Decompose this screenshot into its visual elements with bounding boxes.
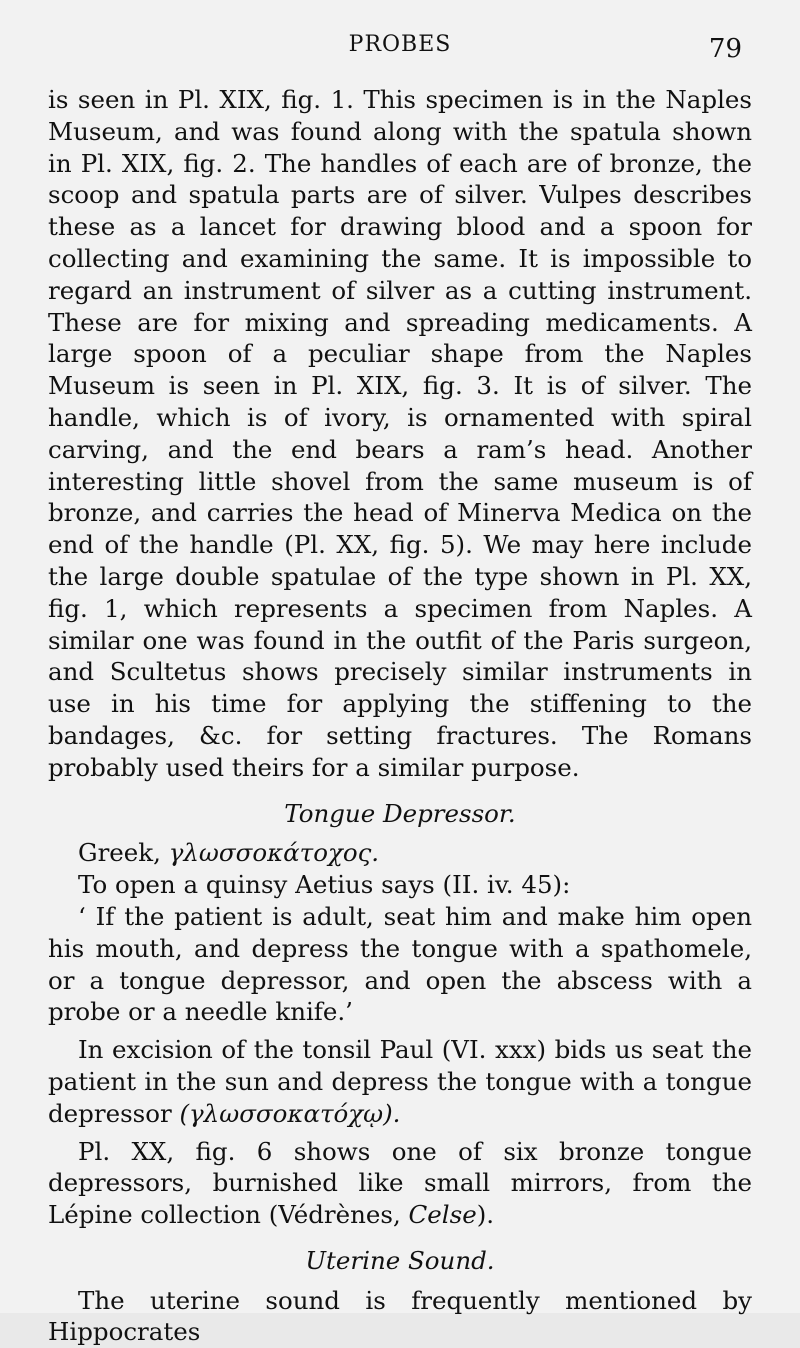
paragraph-aetius: To open a quinsy Aetius says (II. iv. 45):	[78, 870, 571, 900]
paragraph-uterine: The uterine sound is frequently mentioned by Hippocrates	[48, 1285, 752, 1347]
page-body	[48, 84, 752, 1348]
page-number: 79	[708, 34, 742, 64]
section-heading-tongue-depressor: Tongue Depressor.	[284, 798, 516, 828]
section-heading-uterine-sound: Uterine Sound.	[305, 1245, 495, 1275]
paragraph-lepine	[48, 1136, 752, 1231]
paragraph-paul-text: In excision of the tonsil Paul (VI. xxx) bids us seat the patient in the sun and depress the tongue with a tongue depressor	[48, 1035, 752, 1128]
quotation-aetius: ‘ If the patient is adult, seat him and make him open his mouth, and depress the tongue with a spathomele, or a tongue depressor, and open the abscess with a probe or a needle knife.’	[48, 901, 752, 1027]
paragraph-lepine-end: ).	[476, 1200, 495, 1230]
page-header	[48, 32, 752, 72]
paragraph-paul-greek: (γλωσσοκατόχῳ).	[179, 1098, 401, 1128]
celse-title: Celse	[408, 1200, 477, 1230]
running-head: PROBES	[348, 32, 452, 57]
greek-term-line	[48, 837, 752, 869]
paragraph-paul	[48, 1034, 752, 1129]
greek-term: γλωσσοκάτοχος.	[168, 838, 380, 868]
paragraph-lepine-text: Pl. XX, fig. 6 shows one of six bronze tongue depressors, burnished like small mirrors, from the Lépine collection (Védrènes,	[48, 1136, 752, 1230]
paragraph-probes: is seen in Pl. XIX, fig. 1. This specimen is in the Naples Museum, and was found along with the spatula shown in Pl. XIX, fig. 2. The handles of each are of bronze, the scoop and spatula parts are of silver. Vulpes describes these as a lancet for drawing blood and a spoon for collecting and examining the same. It is impossible to regard an instrument of silver as a cutting instrument. These are for mixing and spreading medicaments. A large spoon of a peculiar shape from the Naples Museum is seen in Pl. XIX, fig. 3. It is of silver. The handle, which is of ivory, is ornamented with spiral carving, and the end bears a ram’s head. Another interesting little shovel from the same museum is of bronze, and carries the head of Minerva Medica on the end of the handle (Pl. XX, fig. 5). We may here include the large double spatulae of the type shown in Pl. XX, fig. 1, which represents a specimen from Naples. A similar one was found in the outfit of the Paris surgeon, and Scultetus shows precisely similar instruments in use in his time for applying the stiffening to the bandages, &c. for setting fractures. The Romans probably used theirs for a similar purpose.	[48, 85, 752, 782]
greek-label: Greek,	[78, 838, 161, 868]
